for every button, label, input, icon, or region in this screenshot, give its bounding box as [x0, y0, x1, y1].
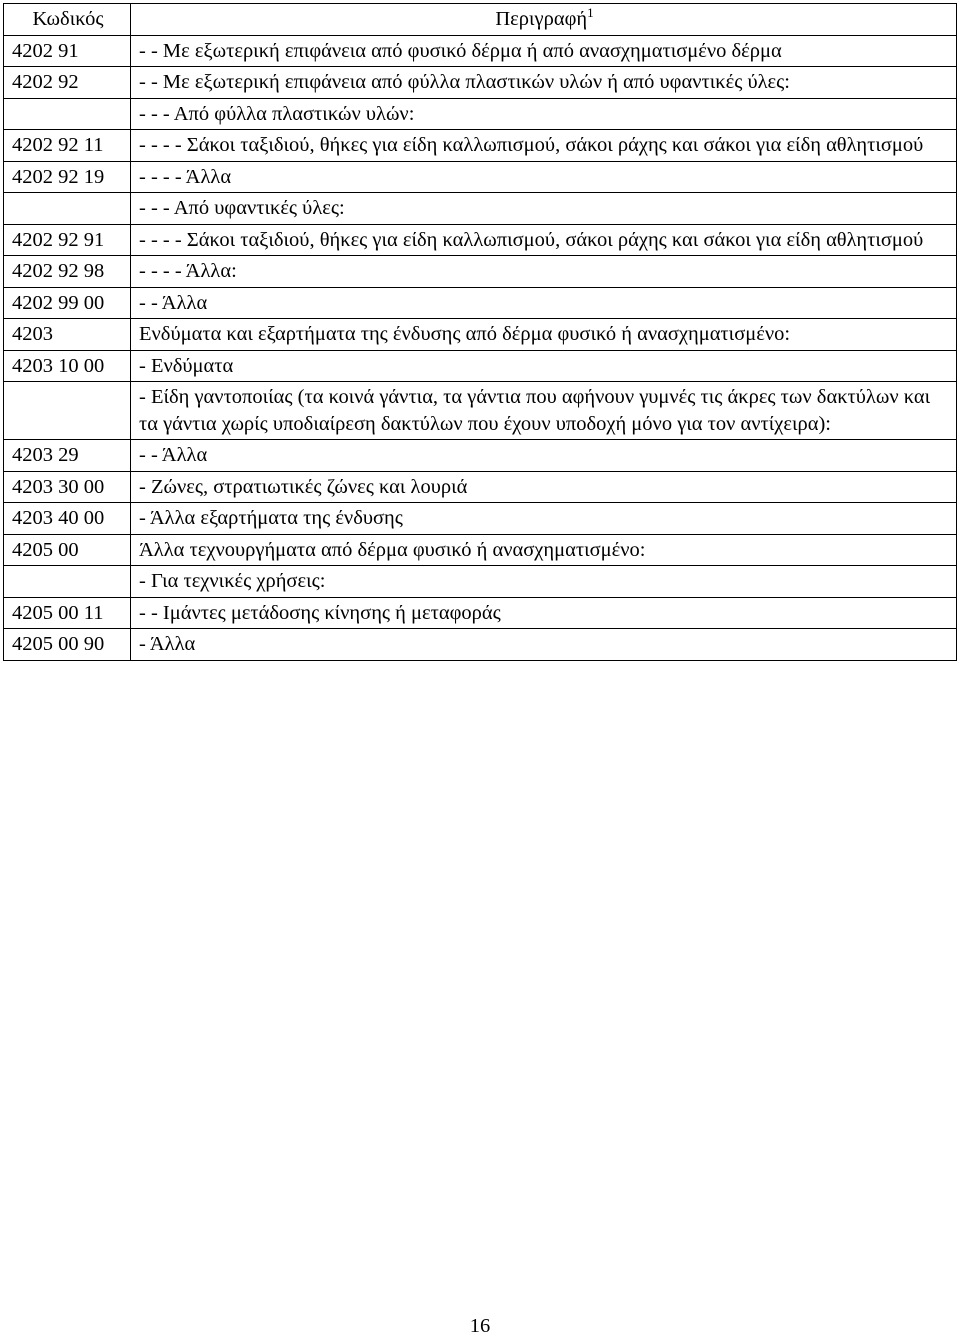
table-row [4, 67, 957, 99]
column-header-description [131, 4, 957, 36]
cell-code: 4205 00 11 [4, 597, 131, 629]
cell-description: - Άλλα [131, 629, 957, 661]
table-row [4, 382, 957, 440]
cell-description: - - - - Άλλα: [131, 256, 957, 288]
cell-description: - - - - Σάκοι ταξιδιού, θήκες για είδη καλλωπισμού, σάκοι ράχης και σάκοι για είδη αθλητισμού [131, 224, 957, 256]
table-row [4, 319, 957, 351]
table-row [4, 440, 957, 472]
table-row [4, 130, 957, 162]
table-row [4, 256, 957, 288]
cell-code: 4203 40 00 [4, 503, 131, 535]
cell-description: - - Ιμάντες μετάδοσης κίνησης ή μεταφοράς [131, 597, 957, 629]
cell-code: 4205 00 [4, 534, 131, 566]
cell-code: 4202 92 19 [4, 161, 131, 193]
table-row [4, 350, 957, 382]
cell-description: - Είδη γαντοποιίας (τα κοινά γάντια, τα γάντια που αφήνουν γυμνές τις άκρες των δακτύλων και τα γάντια χωρίς υποδιαίρεση δακτύλων που έχουν υποδοχή μόνο για τον αντίχειρα): [131, 382, 957, 440]
cell-code: 4202 92 [4, 67, 131, 99]
cell-description: - Άλλα εξαρτήματα της ένδυσης [131, 503, 957, 535]
cell-description: - - - - Άλλα [131, 161, 957, 193]
table-row [4, 503, 957, 535]
cell-description: - Ενδύματα [131, 350, 957, 382]
cell-code [4, 193, 131, 225]
table-row [4, 629, 957, 661]
cell-description: - - Άλλα [131, 440, 957, 472]
cell-description: - - - Από φύλλα πλαστικών υλών: [131, 98, 957, 130]
cell-code [4, 98, 131, 130]
cell-code: 4202 92 98 [4, 256, 131, 288]
cell-code: 4202 91 [4, 35, 131, 67]
cell-code: 4202 99 00 [4, 287, 131, 319]
cell-description: - - Άλλα [131, 287, 957, 319]
table-row [4, 35, 957, 67]
cell-code [4, 382, 131, 440]
tariff-code-table [3, 3, 957, 661]
table-body [4, 35, 957, 660]
table-header-row [4, 4, 957, 36]
column-header-code: Κωδικός [4, 4, 131, 36]
table-row [4, 98, 957, 130]
column-header-description-label: Περιγραφή [495, 8, 588, 30]
cell-code: 4203 10 00 [4, 350, 131, 382]
cell-code: 4205 00 90 [4, 629, 131, 661]
table-row [4, 597, 957, 629]
cell-code [4, 566, 131, 598]
cell-code: 4202 92 91 [4, 224, 131, 256]
table-row [4, 287, 957, 319]
cell-code: 4203 29 [4, 440, 131, 472]
footnote-marker: 1 [587, 5, 594, 20]
cell-description: Ενδύματα και εξαρτήματα της ένδυσης από δέρμα φυσικό ή ανασχηματισμένο: [131, 319, 957, 351]
cell-description: - Ζώνες, στρατιωτικές ζώνες και λουριά [131, 471, 957, 503]
cell-description: - - - - Σάκοι ταξιδιού, θήκες για είδη καλλωπισμού, σάκοι ράχης και σάκοι για είδη αθλητισμού [131, 130, 957, 162]
cell-description: - - Με εξωτερική επιφάνεια από φυσικό δέρμα ή από ανασχηματισμένο δέρμα [131, 35, 957, 67]
table-row [4, 224, 957, 256]
page-number: 16 [469, 1315, 491, 1337]
cell-code: 4203 30 00 [4, 471, 131, 503]
table-row [4, 161, 957, 193]
table-row [4, 534, 957, 566]
table-row [4, 471, 957, 503]
cell-code: 4202 92 11 [4, 130, 131, 162]
table-row [4, 193, 957, 225]
cell-description: - - Με εξωτερική επιφάνεια από φύλλα πλαστικών υλών ή από υφαντικές ύλες: [131, 67, 957, 99]
cell-description: - - - Από υφαντικές ύλες: [131, 193, 957, 225]
cell-description: Άλλα τεχνουργήματα από δέρμα φυσικό ή ανασχηματισμένο: [131, 534, 957, 566]
cell-description: - Για τεχνικές χρήσεις: [131, 566, 957, 598]
cell-code: 4203 [4, 319, 131, 351]
table-row [4, 566, 957, 598]
